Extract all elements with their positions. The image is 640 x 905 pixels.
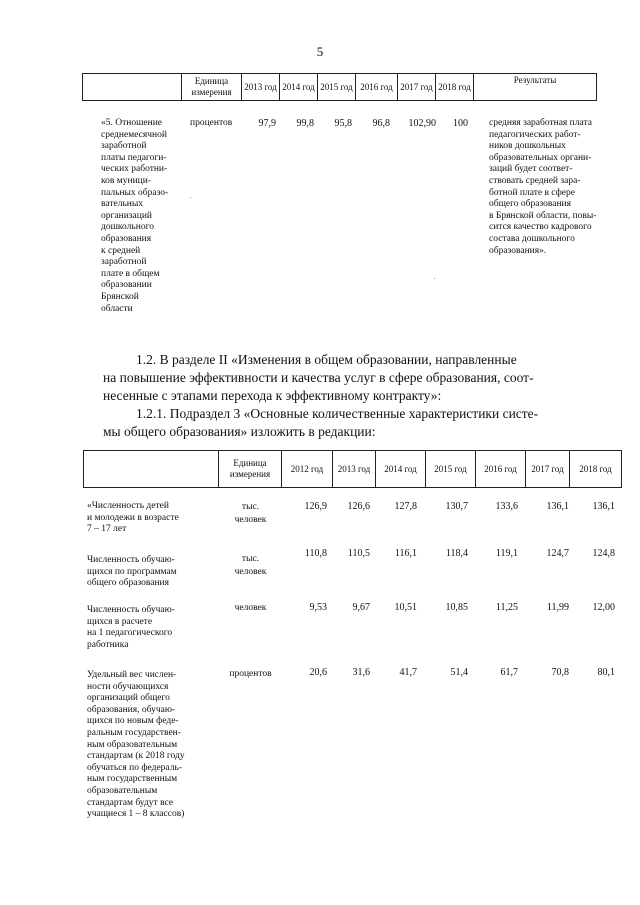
- table1-header-2018: 2018 год: [436, 74, 474, 101]
- table1-header-2014: 2014 год: [280, 74, 318, 101]
- table2-row-3-2018: 12,00: [592, 602, 615, 613]
- table2-row-2-unit: тыс. человек: [234, 554, 267, 577]
- table1-header-2013: 2013 год: [242, 74, 280, 101]
- table1-value-2018: 100: [453, 118, 468, 129]
- table2-row-2-2018: 124,8: [592, 548, 615, 559]
- table1-row-result: средняя заработная плата педагогических работ- ников дошкольных образовательных органи- заций будет соответ- ствовать средней зара- ботной плате в сфере общего образования в Брянской области, повы- сится качество кадрового состава дошкольного образования».: [489, 118, 597, 256]
- table2-header-2015: 2015 год: [426, 451, 476, 488]
- table2-header-2012: 2012 год: [282, 451, 333, 488]
- table2-row-4-2012: 20,6: [309, 667, 327, 678]
- table2-row-2-2012: 110,8: [304, 548, 327, 559]
- table1-header-2015: 2015 год: [318, 74, 356, 101]
- table2-row-4-2018: 80,1: [597, 667, 615, 678]
- table2-row-2-2017: 124,7: [546, 548, 569, 559]
- table2-row-1-2015: 130,7: [445, 501, 468, 512]
- table2-header-2018: 2018 год: [570, 451, 622, 488]
- table2-row-1-name: «Численность детей и молодежи в возрасте 7 – 17 лет: [87, 501, 179, 535]
- table2-row-1-2018: 136,1: [592, 501, 615, 512]
- table2-row-3-2015: 10,85: [445, 602, 468, 613]
- table1-header-2016: 2016 год: [356, 74, 398, 101]
- table2-row-4-unit: процентов: [229, 669, 272, 679]
- table1-row-unit: процентов: [190, 118, 233, 128]
- page-number: 5: [316, 44, 324, 59]
- table2-row-3-unit: человек: [234, 603, 267, 613]
- table1-value-2016: 96,8: [372, 118, 390, 129]
- table2-row-2-name: Численность обучаю- щихся по программам общего образования: [87, 555, 177, 589]
- scan-speck: [434, 278, 435, 279]
- table1-header-unit: Единица измерения: [182, 74, 242, 101]
- table1-header-name: [83, 74, 182, 101]
- table2-row-1-unit: тыс. человек: [234, 502, 267, 525]
- table2-row-2-2016: 119,1: [495, 548, 518, 559]
- table2-row-1-2016: 133,6: [495, 501, 518, 512]
- table2-row-2-2014: 116,1: [394, 548, 417, 559]
- table1-header-2017: 2017 год: [398, 74, 436, 101]
- table2-row-4-2014: 41,7: [399, 667, 417, 678]
- paragraph-1-2: 1.2. В разделе II «Изменения в общем образовании, направленные на повышение эффективности и качества услуг в сфере образования, соот- несенные с этапами перехода к эффективному контракту»:: [103, 352, 534, 403]
- table2-header-2013: 2013 год: [333, 451, 376, 488]
- table2-row-1-2012: 126,9: [304, 501, 327, 512]
- table2-row-1-2014: 127,8: [394, 501, 417, 512]
- table1-value-2013: 97,9: [258, 118, 276, 129]
- table2-header-unit: Единица измерения: [219, 451, 282, 488]
- paragraph-1-2-1: 1.2.1. Подраздел 3 «Основные количественные характеристики систе- мы общего образования» изложить в редакции:: [103, 406, 539, 439]
- table1-value-2017: 102,90: [408, 118, 436, 129]
- table2-row-4-2015: 51,4: [450, 667, 468, 678]
- table2-row-3-2014: 10,51: [394, 602, 417, 613]
- table1-value-2014: 99,8: [296, 118, 314, 129]
- table2-row-4-2016: 61,7: [500, 667, 518, 678]
- table2-row-2-2015: 118,4: [445, 548, 468, 559]
- table2-row-4-2013: 31,6: [352, 667, 370, 678]
- table2-header-2017: 2017 год: [526, 451, 570, 488]
- table2-row-4-name: Удельный вес числен- ности обучающихся организаций общего образования, обучаю- щихся по новым феде- ральным государствен- ным образовательным стандартам (к 2018 году обучаться по федераль- ным государственным образовательным стандартам будут все учащиеся 1 – 8 классов): [87, 670, 185, 820]
- table2-row-2-2013: 110,5: [347, 548, 370, 559]
- table2-header-name: [84, 451, 219, 488]
- table2-row-1-2013: 126,6: [347, 501, 370, 512]
- scan-speck: [190, 197, 191, 198]
- table2-row-3-2017: 11,99: [546, 602, 569, 613]
- table2-header: [83, 450, 622, 488]
- table2-header-2014: 2014 год: [376, 451, 426, 488]
- table1-row-name: «5. Отношение среднемесячной заработной платы педагоги- ческих работни- ков муници- пальных образо- вательных организаций дошкольного образования к средней заработной плате в общем образовании Брянской области: [101, 118, 169, 314]
- table1-header: [82, 73, 597, 101]
- table2-row-3-2013: 9,67: [352, 602, 370, 613]
- table2-header-2016: 2016 год: [476, 451, 526, 488]
- table1-value-2015: 95,8: [334, 118, 352, 129]
- table2-row-3-name: Численность обучаю- щихся в расчете на 1 педагогического работника: [87, 605, 175, 650]
- table2-row-4-2017: 70,8: [551, 667, 569, 678]
- table2-row-1-2017: 136,1: [546, 501, 569, 512]
- table2-row-3-2012: 9,53: [309, 602, 327, 613]
- table2-row-3-2016: 11,25: [495, 602, 518, 613]
- table1-header-results: Результаты: [474, 74, 597, 101]
